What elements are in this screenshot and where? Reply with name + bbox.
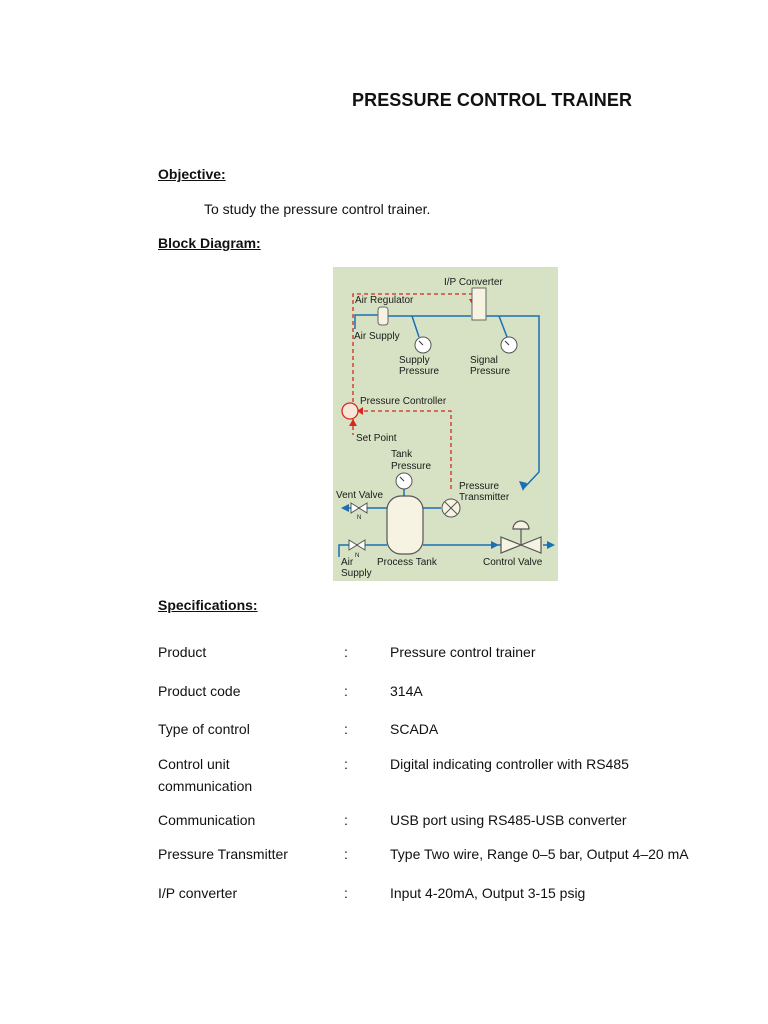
objective-text: To study the pressure control trainer. [204, 201, 431, 217]
spec-label-communication: Communication [158, 812, 256, 828]
label-air-supply-bottom: Supply [341, 568, 372, 579]
spec-colon: : [344, 756, 348, 772]
objective-heading: Objective: [158, 166, 226, 182]
label-set-point: Set Point [356, 433, 397, 444]
ip-converter-box [472, 288, 486, 320]
label-control-valve: Control Valve [483, 557, 543, 568]
spec-value-ip-converter: Input 4-20mA, Output 3-15 psig [390, 885, 586, 901]
spec-colon: : [344, 885, 348, 901]
label-vent-valve: Vent Valve [336, 490, 384, 501]
spec-colon: : [344, 644, 348, 660]
label-air-supply-top: Air Supply [354, 331, 400, 342]
spec-value-pressure-transmitter: Type Two wire, Range 0–5 bar, Output 4–20 mA [390, 846, 689, 862]
spec-label-pressure-transmitter: Pressure Transmitter [158, 846, 288, 862]
pressure-controller-symbol [342, 403, 358, 419]
label-signal: Signal [470, 355, 498, 366]
spec-label-product-code: Product code [158, 683, 241, 699]
spec-value-type-of-control: SCADA [390, 721, 439, 737]
block-diagram-heading: Block Diagram: [158, 235, 261, 251]
spec-label-product: Product [158, 644, 207, 660]
label-air: Air [341, 557, 354, 568]
label-signal-pressure: Pressure [470, 366, 511, 377]
pressure-control-block-diagram [333, 267, 558, 581]
label-pressure: Pressure [459, 481, 500, 492]
air-regulator-body [378, 307, 388, 325]
spec-value-communication: USB port using RS485-USB converter [390, 812, 627, 828]
label-vent-valve-n: N [357, 515, 362, 521]
page-title: PRESSURE CONTROL TRAINER [352, 90, 633, 110]
spec-label-type-of-control: Type of control [158, 721, 250, 737]
spec-label-ip-converter: I/P converter [158, 885, 238, 901]
spec-colon: : [344, 812, 348, 828]
spec-colon: : [344, 846, 348, 862]
label-ip-converter: I/P Converter [444, 277, 503, 288]
spec-value-product-code: 314A [390, 683, 423, 699]
spec-label-control-unit-communication: Control unit communication [158, 756, 253, 794]
label-process-tank: Process Tank [377, 557, 437, 568]
label-transmitter: Transmitter [459, 492, 510, 503]
label-tank-pressure: Pressure [391, 461, 432, 472]
label-supply-pressure: Pressure [399, 366, 440, 377]
diagram-background [333, 267, 558, 581]
label-tank: Tank [391, 449, 413, 460]
spec-colon: : [344, 683, 348, 699]
specifications-heading: Specifications: [158, 597, 258, 613]
spec-value-control-unit-communication: Digital indicating controller with RS485 [390, 756, 629, 772]
label-air-regulator: Air Regulator [355, 295, 414, 306]
label-supply-valve-n: N [355, 553, 360, 559]
label-pressure-controller: Pressure Controller [360, 396, 447, 407]
spec-colon: : [344, 721, 348, 737]
label-supply: Supply [399, 355, 430, 366]
spec-value-product: Pressure control trainer [390, 644, 536, 660]
process-tank [387, 496, 423, 554]
